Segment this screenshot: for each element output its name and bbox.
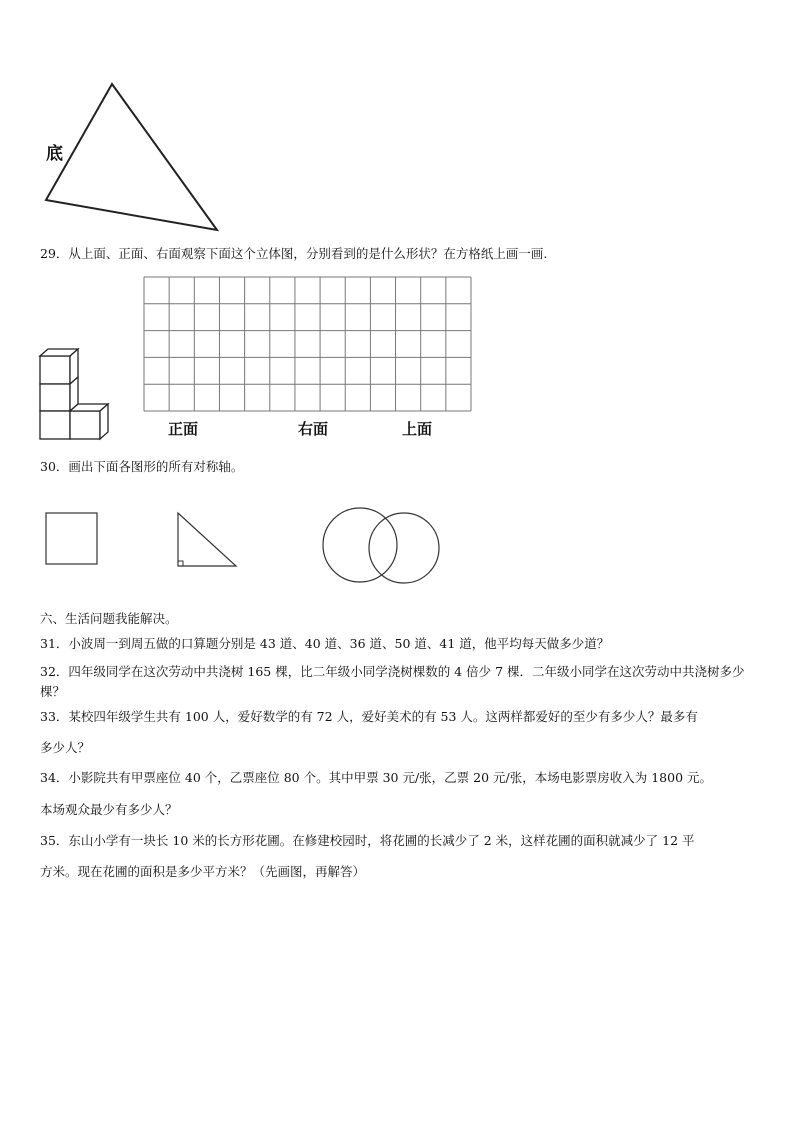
question-33-line2: 多少人？: [40, 740, 91, 755]
question-29: 29．从上面、正面、右面观察下面这个立体图，分别看到的是什么形状？在方格纸上画一画.: [40, 246, 548, 261]
right-triangle-shape: [178, 513, 236, 566]
square-shape: [46, 513, 97, 564]
question-35-line2: 方米。现在花圃的面积是多少平方米？（先画图，再解答）: [40, 864, 366, 879]
right-circle-shape: [369, 513, 439, 583]
question-30: 30．画出下面各图形的所有对称轴。: [40, 459, 244, 474]
view-label-right: 右面: [298, 420, 329, 438]
question-34-line1: 34．小影院共有甲票座位 40 个，乙票座位 80 个。其中甲票 30 元/张，乙票 20 元/张，本场电影票房收入为 1800 元。: [40, 770, 712, 785]
view-label-top: 上面: [402, 420, 433, 438]
triangle-base-label: 底: [46, 144, 63, 164]
left-circle-shape: [323, 508, 397, 582]
view-label-front: 正面: [168, 420, 199, 438]
question-31: 31．小波周一到周五做的口算题分别是 43 道、40 道、36 道、50 道、41 道，他平均每天做多少道？: [40, 636, 610, 651]
section-6-heading: 六、生活问题我能解决。: [40, 611, 178, 626]
question-35-line1: 35．东山小学有一块长 10 米的长方形花圃。在修建校园时，将花圃的长减少了 2 米，这样花圃的面积就减少了 12 平: [40, 833, 695, 848]
question-32: 32．四年级同学在这次劳动中共浇树 165 棵，比二年级小同学浇树棵数的 4 倍少 7 棵．二年级小同学在这次劳动中共浇树多少棵？: [40, 664, 745, 699]
question-33-line1: 33．某校四年级学生共有 100 人，爱好数学的有 72 人，爱好美术的有 53 人。这两样都爱好的至少有多少人？最多有: [40, 709, 698, 724]
question-34-line2: 本场观众最少有多少人？: [40, 802, 178, 817]
